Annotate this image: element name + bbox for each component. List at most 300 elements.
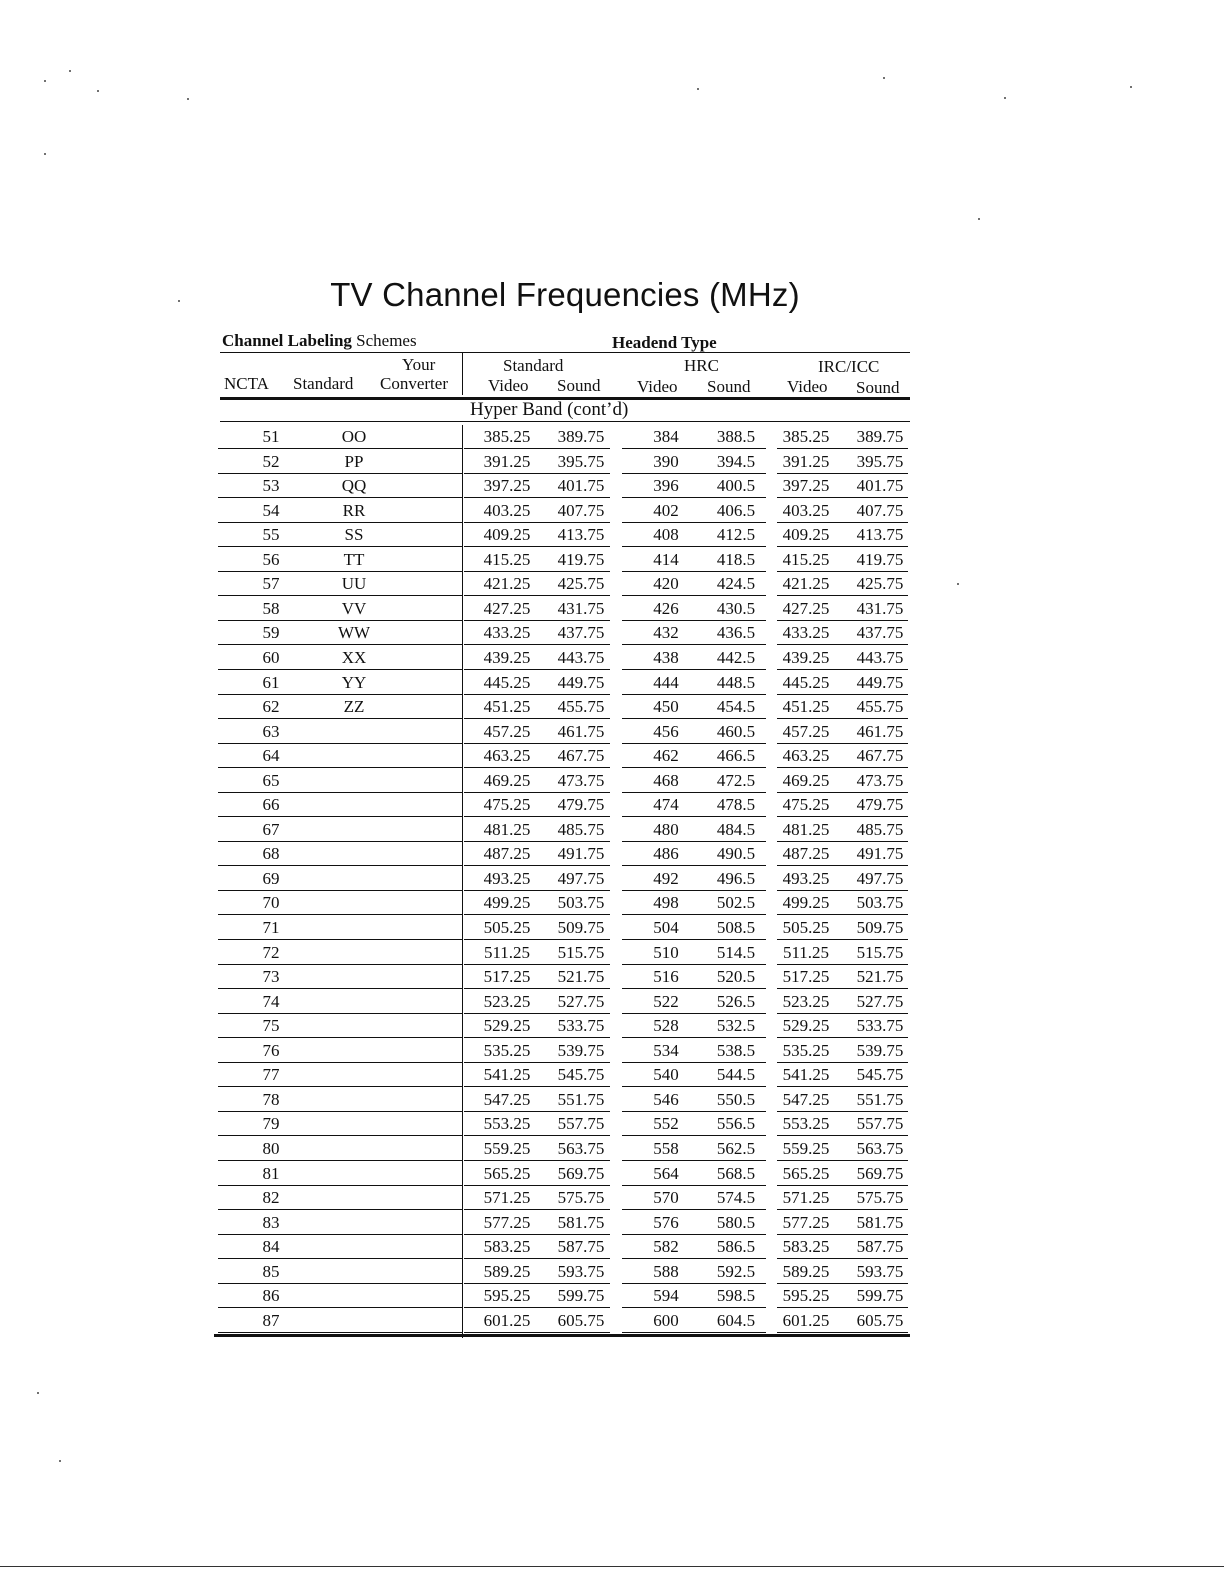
page-title: TV Channel Frequencies (MHz) [330, 276, 800, 313]
cell-hrc-video: 390 [653, 451, 679, 471]
table-row [0, 1138, 1224, 1163]
table-row [0, 1212, 1224, 1237]
cell-ncta: 52 [262, 451, 280, 471]
table-row [0, 942, 1224, 967]
cell-standard [324, 819, 384, 841]
cell-irc-sound: 545.75 [856, 1065, 904, 1085]
table-row [0, 991, 1224, 1016]
cell-standard [324, 917, 384, 939]
row-underline [622, 571, 766, 572]
row-underline [622, 939, 766, 940]
cell-irc-video: 457.25 [782, 721, 830, 741]
cell-hrc-video: 480 [653, 819, 679, 839]
cell-standard: VV [341, 598, 367, 618]
cell-converter [390, 1163, 450, 1185]
cell-std-sound: 587.75 [557, 1237, 605, 1257]
row-underline [218, 1111, 462, 1112]
row-underline [218, 522, 462, 523]
cell-hrc-sound: 586.5 [716, 1237, 756, 1257]
cell-converter [390, 1261, 450, 1283]
cell-std-video: 493.25 [483, 868, 531, 888]
row-underline [218, 841, 462, 842]
row-underline [622, 644, 766, 645]
cell-irc-video: 577.25 [782, 1212, 830, 1232]
row-underline [218, 816, 462, 817]
cell-ncta: 68 [262, 844, 280, 864]
row-underline [464, 718, 610, 719]
row-underline [777, 644, 908, 645]
cell-std-video: 433.25 [483, 623, 531, 643]
row-underline [777, 1307, 908, 1308]
cell-std-sound: 419.75 [557, 549, 605, 569]
row-underline [464, 1209, 610, 1210]
cell-ncta: 54 [262, 500, 280, 520]
row-underline [464, 497, 610, 498]
cell-ncta: 56 [262, 549, 280, 569]
cell-irc-sound: 449.75 [856, 672, 904, 692]
row-underline [464, 865, 610, 866]
cell-converter [390, 451, 450, 473]
cell-standard: PP [344, 451, 364, 471]
row-underline [622, 767, 766, 768]
cell-standard: WW [337, 623, 371, 643]
cell-converter [390, 1015, 450, 1037]
cell-hrc-video: 384 [653, 427, 679, 446]
cell-std-video: 385.25 [483, 427, 531, 446]
cell-std-sound: 389.75 [557, 427, 605, 446]
table-row [0, 451, 1224, 476]
cell-hrc-video: 444 [653, 672, 679, 692]
cell-hrc-sound: 574.5 [716, 1188, 756, 1208]
row-underline [218, 1037, 462, 1038]
row-underline [218, 1062, 462, 1063]
row-underline [777, 865, 908, 866]
cell-irc-sound: 551.75 [856, 1089, 904, 1109]
cell-irc-video: 385.25 [782, 427, 830, 446]
cell-ncta: 58 [262, 598, 280, 618]
cell-irc-video: 451.25 [782, 697, 830, 717]
cell-hrc-video: 594 [653, 1286, 679, 1306]
cell-std-video: 397.25 [483, 476, 531, 496]
row-underline [218, 890, 462, 891]
cell-irc-video: 421.25 [782, 574, 830, 594]
cell-standard [324, 942, 384, 964]
cell-irc-sound: 407.75 [856, 500, 904, 520]
cell-ncta: 71 [262, 918, 280, 937]
cell-hrc-sound: 544.5 [716, 1065, 756, 1085]
cell-hrc-video: 414 [653, 549, 679, 569]
cell-std-sound: 473.75 [557, 770, 605, 790]
labeling-schemes-header [222, 331, 417, 351]
cell-hrc-video: 510 [653, 942, 679, 962]
row-underline [622, 1160, 766, 1161]
cell-hrc-video: 498 [653, 893, 679, 913]
scan-speck [178, 300, 180, 302]
cell-converter [390, 426, 450, 448]
cell-std-sound: 431.75 [557, 598, 605, 618]
cell-converter [390, 1040, 450, 1062]
scan-speck [978, 218, 980, 220]
cell-ncta: 61 [262, 672, 280, 692]
cell-ncta: 77 [262, 1065, 280, 1085]
cell-std-video: 415.25 [483, 549, 531, 569]
cell-hrc-sound: 448.5 [716, 672, 756, 692]
cell-std-video: 517.25 [483, 967, 531, 987]
cell-irc-video: 403.25 [782, 500, 830, 520]
cell-hrc-sound: 514.5 [716, 942, 756, 962]
row-underline [218, 1160, 462, 1161]
row-underline [464, 644, 610, 645]
cell-std-sound: 557.75 [557, 1114, 605, 1134]
row-underline [464, 522, 610, 523]
row-underline [777, 620, 908, 621]
cell-hrc-video: 576 [653, 1212, 679, 1232]
cell-hrc-video: 402 [653, 500, 679, 520]
row-underline [622, 1332, 766, 1333]
cell-std-sound: 521.75 [557, 967, 605, 987]
cell-irc-video: 517.25 [782, 967, 830, 987]
table-row [0, 1310, 1224, 1335]
cell-std-sound: 461.75 [557, 721, 605, 741]
cell-irc-sound: 569.75 [856, 1163, 904, 1183]
row-underline [777, 669, 908, 670]
scan-speck [957, 583, 959, 585]
cell-hrc-video: 396 [653, 476, 679, 496]
cell-converter [390, 819, 450, 841]
cell-converter [390, 770, 450, 792]
col-converter: Converter [380, 374, 448, 393]
row-underline [622, 595, 766, 596]
row-underline [777, 890, 908, 891]
table-row [0, 1089, 1224, 1114]
cell-std-video: 529.25 [483, 1016, 531, 1036]
col-hrc-sound: Sound [707, 377, 751, 396]
row-underline [464, 988, 610, 989]
row-underline [218, 448, 462, 449]
row-underline [464, 595, 610, 596]
cell-hrc-video: 582 [653, 1237, 679, 1257]
cell-hrc-sound: 454.5 [716, 697, 756, 717]
cell-standard [324, 721, 384, 743]
row-underline [622, 841, 766, 842]
cell-irc-video: 541.25 [782, 1065, 830, 1085]
cell-standard: SS [344, 525, 364, 545]
cell-ncta: 65 [262, 770, 280, 790]
row-underline [464, 964, 610, 965]
cell-irc-video: 505.25 [782, 918, 830, 937]
cell-irc-video: 523.25 [782, 991, 830, 1011]
cell-irc-sound: 419.75 [856, 549, 904, 569]
headend-type-header: Headend Type [612, 333, 717, 352]
row-underline [777, 1283, 908, 1284]
row-underline [464, 1234, 610, 1235]
cell-hrc-sound: 556.5 [716, 1114, 756, 1134]
cell-irc-video: 583.25 [782, 1237, 830, 1257]
cell-irc-sound: 485.75 [856, 819, 904, 839]
cell-irc-sound: 527.75 [856, 991, 904, 1011]
cell-std-video: 589.25 [483, 1261, 531, 1281]
row-underline [218, 1332, 462, 1333]
cell-standard [324, 794, 384, 816]
cell-hrc-sound: 568.5 [716, 1163, 756, 1183]
cell-irc-sound: 605.75 [856, 1310, 904, 1330]
row-underline [777, 448, 908, 449]
row-underline [218, 1234, 462, 1235]
cell-ncta: 62 [262, 697, 280, 717]
cell-std-video: 553.25 [483, 1114, 531, 1134]
cell-ncta: 79 [262, 1114, 280, 1134]
row-underline [777, 1062, 908, 1063]
cell-std-video: 391.25 [483, 451, 531, 471]
row-underline [622, 1013, 766, 1014]
cell-irc-video: 595.25 [782, 1286, 830, 1306]
scan-speck [187, 98, 189, 100]
row-underline [622, 546, 766, 547]
cell-ncta: 87 [262, 1310, 280, 1330]
row-underline [777, 522, 908, 523]
cell-std-sound: 503.75 [557, 893, 605, 913]
cell-converter [390, 1310, 450, 1332]
row-underline [218, 1135, 462, 1136]
band-rule [220, 421, 910, 422]
cell-hrc-video: 504 [653, 918, 679, 937]
cell-irc-sound: 581.75 [856, 1212, 904, 1232]
cell-irc-sound: 437.75 [856, 623, 904, 643]
scan-speck [69, 70, 71, 72]
row-underline [464, 1037, 610, 1038]
row-underline [622, 1111, 766, 1112]
row-underline [464, 914, 610, 915]
cell-ncta: 80 [262, 1138, 280, 1158]
cell-hrc-video: 570 [653, 1188, 679, 1208]
cell-ncta: 81 [262, 1163, 280, 1183]
cell-hrc-video: 588 [653, 1261, 679, 1281]
cell-standard [324, 1015, 384, 1037]
cell-hrc-video: 534 [653, 1040, 679, 1060]
row-underline [777, 767, 908, 768]
row-underline [218, 914, 462, 915]
cell-std-video: 475.25 [483, 795, 531, 815]
table-row [0, 917, 1224, 942]
cell-ncta: 78 [262, 1089, 280, 1109]
cell-std-video: 451.25 [483, 697, 531, 717]
cell-std-video: 487.25 [483, 844, 531, 864]
cell-irc-video: 439.25 [782, 647, 830, 667]
cell-converter [390, 500, 450, 522]
cell-standard [324, 1212, 384, 1234]
cell-std-video: 445.25 [483, 672, 531, 692]
row-underline [464, 546, 610, 547]
cell-converter [390, 1089, 450, 1111]
row-underline [218, 473, 462, 474]
cell-irc-video: 469.25 [782, 770, 830, 790]
cell-hrc-sound: 592.5 [716, 1261, 756, 1281]
scan-speck [697, 88, 699, 90]
table-row [0, 721, 1224, 746]
cell-converter [390, 794, 450, 816]
col-group-irc-icc: IRC/ICC [818, 357, 880, 376]
table-row [0, 892, 1224, 917]
cell-std-video: 541.25 [483, 1065, 531, 1085]
cell-std-sound: 569.75 [557, 1163, 605, 1183]
cell-hrc-sound: 460.5 [716, 721, 756, 741]
scan-speck [1004, 97, 1006, 99]
cell-hrc-video: 486 [653, 844, 679, 864]
cell-converter [390, 721, 450, 743]
cell-irc-video: 487.25 [782, 844, 830, 864]
cell-hrc-video: 540 [653, 1065, 679, 1085]
cell-hrc-video: 564 [653, 1163, 679, 1183]
cell-hrc-sound: 472.5 [716, 770, 756, 790]
cell-irc-video: 481.25 [782, 819, 830, 839]
cell-std-sound: 593.75 [557, 1261, 605, 1281]
row-underline [218, 620, 462, 621]
row-underline [777, 1258, 908, 1259]
row-underline [622, 1307, 766, 1308]
cell-ncta: 86 [262, 1286, 280, 1306]
cell-std-sound: 533.75 [557, 1016, 605, 1036]
cell-converter [390, 1212, 450, 1234]
cell-converter [390, 917, 450, 939]
row-underline [777, 1111, 908, 1112]
cell-standard [324, 1236, 384, 1258]
cell-std-sound: 449.75 [557, 672, 605, 692]
header-top-rule [220, 352, 910, 353]
cell-standard [324, 1064, 384, 1086]
cell-hrc-video: 474 [653, 795, 679, 815]
row-underline [218, 1013, 462, 1014]
cell-converter [390, 598, 450, 620]
cell-irc-video: 565.25 [782, 1163, 830, 1183]
cell-standard [324, 1138, 384, 1160]
cell-irc-sound: 443.75 [856, 647, 904, 667]
cell-hrc-sound: 520.5 [716, 967, 756, 987]
row-underline [464, 1185, 610, 1186]
cell-hrc-sound: 550.5 [716, 1089, 756, 1109]
cell-std-sound: 605.75 [557, 1310, 605, 1330]
cell-hrc-video: 528 [653, 1016, 679, 1036]
row-underline [622, 669, 766, 670]
row-underline [464, 1307, 610, 1308]
row-underline [464, 1283, 610, 1284]
cell-irc-sound: 563.75 [856, 1138, 904, 1158]
row-underline [218, 694, 462, 695]
row-underline [218, 546, 462, 547]
cell-irc-video: 571.25 [782, 1188, 830, 1208]
cell-irc-sound: 479.75 [856, 795, 904, 815]
cell-converter [390, 622, 450, 644]
cell-std-video: 469.25 [483, 770, 531, 790]
cell-standard: OO [341, 427, 367, 446]
table-row [0, 1236, 1224, 1261]
table-row [0, 1113, 1224, 1138]
cell-irc-sound: 557.75 [856, 1114, 904, 1134]
cell-std-video: 595.25 [483, 1286, 531, 1306]
row-underline [218, 865, 462, 866]
row-underline [464, 694, 610, 695]
col-hrc-video: Video [637, 377, 678, 396]
row-underline [777, 1160, 908, 1161]
cell-converter [390, 1113, 450, 1135]
cell-ncta: 59 [262, 623, 280, 643]
cell-std-video: 547.25 [483, 1089, 531, 1109]
row-underline [777, 1209, 908, 1210]
cell-std-sound: 575.75 [557, 1188, 605, 1208]
cell-irc-video: 535.25 [782, 1040, 830, 1060]
cell-std-sound: 401.75 [557, 476, 605, 496]
cell-hrc-sound: 442.5 [716, 647, 756, 667]
cell-hrc-video: 552 [653, 1114, 679, 1134]
row-underline [622, 1135, 766, 1136]
cell-standard [324, 1113, 384, 1135]
row-underline [464, 473, 610, 474]
cell-converter [390, 966, 450, 988]
cell-irc-sound: 473.75 [856, 770, 904, 790]
row-underline [464, 1135, 610, 1136]
scan-speck [37, 1392, 39, 1394]
cell-std-video: 499.25 [483, 893, 531, 913]
row-underline [622, 1283, 766, 1284]
cell-std-video: 511.25 [483, 942, 531, 962]
cell-converter [390, 1187, 450, 1209]
row-underline [622, 964, 766, 965]
row-underline [777, 841, 908, 842]
cell-converter [390, 868, 450, 890]
cell-irc-sound: 413.75 [856, 525, 904, 545]
table-row [0, 819, 1224, 844]
row-underline [622, 1086, 766, 1087]
col-irc-sound: Sound [856, 378, 900, 397]
cell-hrc-video: 492 [653, 868, 679, 888]
row-underline [464, 890, 610, 891]
cell-ncta: 63 [262, 721, 280, 741]
cell-ncta: 82 [262, 1188, 280, 1208]
row-underline [777, 595, 908, 596]
row-underline [622, 448, 766, 449]
cell-irc-sound: 461.75 [856, 721, 904, 741]
row-underline [777, 694, 908, 695]
cell-hrc-sound: 424.5 [716, 574, 756, 594]
row-underline [464, 816, 610, 817]
cell-std-video: 505.25 [483, 918, 531, 937]
row-underline [218, 497, 462, 498]
cell-std-video: 559.25 [483, 1138, 531, 1158]
row-underline [622, 473, 766, 474]
cell-irc-sound: 467.75 [856, 746, 904, 766]
cell-std-sound: 551.75 [557, 1089, 605, 1109]
cell-irc-video: 499.25 [782, 893, 830, 913]
row-underline [218, 1185, 462, 1186]
cell-std-sound: 437.75 [557, 623, 605, 643]
cell-hrc-sound: 562.5 [716, 1138, 756, 1158]
cell-standard [324, 770, 384, 792]
cell-irc-sound: 575.75 [856, 1188, 904, 1208]
cell-converter [390, 1285, 450, 1307]
cell-converter [390, 524, 450, 546]
cell-std-sound: 527.75 [557, 991, 605, 1011]
col-ncta: NCTA [224, 374, 269, 393]
cell-irc-sound: 503.75 [856, 893, 904, 913]
cell-ncta: 53 [262, 476, 280, 496]
cell-irc-video: 475.25 [782, 795, 830, 815]
cell-ncta: 72 [262, 942, 280, 962]
row-underline [622, 718, 766, 719]
row-underline [622, 1209, 766, 1210]
cell-ncta: 75 [262, 1016, 280, 1036]
cell-ncta: 67 [262, 819, 280, 839]
row-underline [218, 1209, 462, 1210]
row-underline [777, 939, 908, 940]
